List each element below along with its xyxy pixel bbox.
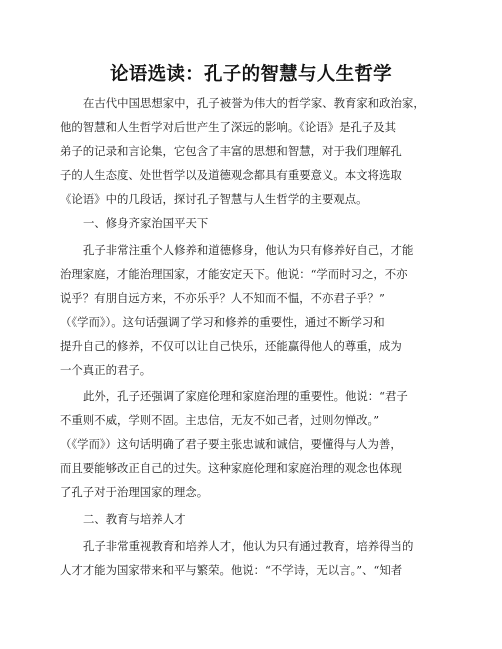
section1-para1-line-4: （《学而》）。这句话强调了学习和修养的重要性，通过不断学习和: [60, 315, 385, 329]
intro-line-5: 《论语》中的几段话，探讨孔子智慧与人生哲学的主要观点。: [60, 192, 368, 206]
section2-para1-line-2: 人才才能为国家带来和平与繁荣。他说：“不学诗，无以言。”、“知者: [60, 563, 403, 577]
section1-para2-line-4: 而且要能够改正自己的过失。这种家庭伦理和家庭治理的观念也体现: [60, 461, 402, 475]
section1-para1-line-1: 孔子非常注重个人修养和道德修身，他认为只有修养好自己，才能: [83, 243, 414, 257]
section-heading-1: 一、修身齐家治国平天下: [83, 216, 209, 230]
intro-line-3: 弟子的记录和言论集，它包含了丰富的思想和智慧，对于我们理解孔: [60, 144, 402, 158]
section1-para2-line-3: （《学而》）这句话明确了君子要主张忠诚和诚信，要懂得与人为善，: [60, 437, 402, 451]
intro-line-2: 他的智慧和人生哲学对后世产生了深远的影响。《论语》是孔子及其: [60, 120, 397, 134]
section1-para1-line-2: 治理家庭，才能治理国家，才能安定天下。他说：“学而时习之，不亦: [60, 267, 408, 281]
section1-para1-line-5: 提升自己的修养，不仅可以让自己快乐，还能赢得他人的尊重，成为: [60, 339, 402, 353]
section1-para2-line-1: 此外，孔子还强调了家庭伦理和家庭治理的重要性。他说：“君子: [83, 389, 408, 403]
section1-para2-line-2: 不重则不威，学则不固。主忠信，无友不如己者，过则勿惮改。”: [60, 413, 380, 427]
section1-para2-line-5: 了孔子对于治理国家的理念。: [60, 485, 209, 499]
section2-para1-line-1: 孔子非常重视教育和培养人才，他认为只有通过教育，培养得当的: [83, 539, 414, 553]
intro-line-4: 子的人生态度、处世哲学以及道德观念都具有重要意义。本文将选取: [60, 168, 402, 182]
section1-para1-line-6: 一个真正的君子。: [60, 363, 152, 377]
section1-para1-line-3: 说乎？有朋自远方来，不亦乐乎？人不知而不愠，不亦君子乎？”: [60, 291, 385, 305]
section-heading-2: 二、教育与培养人才: [83, 512, 186, 526]
intro-line-1: 在古代中国思想家中，孔子被誉为伟大的哲学家、教育家和政治家，: [83, 96, 425, 110]
document-title: 论语选读：孔子的智慧与人生哲学: [109, 64, 392, 85]
